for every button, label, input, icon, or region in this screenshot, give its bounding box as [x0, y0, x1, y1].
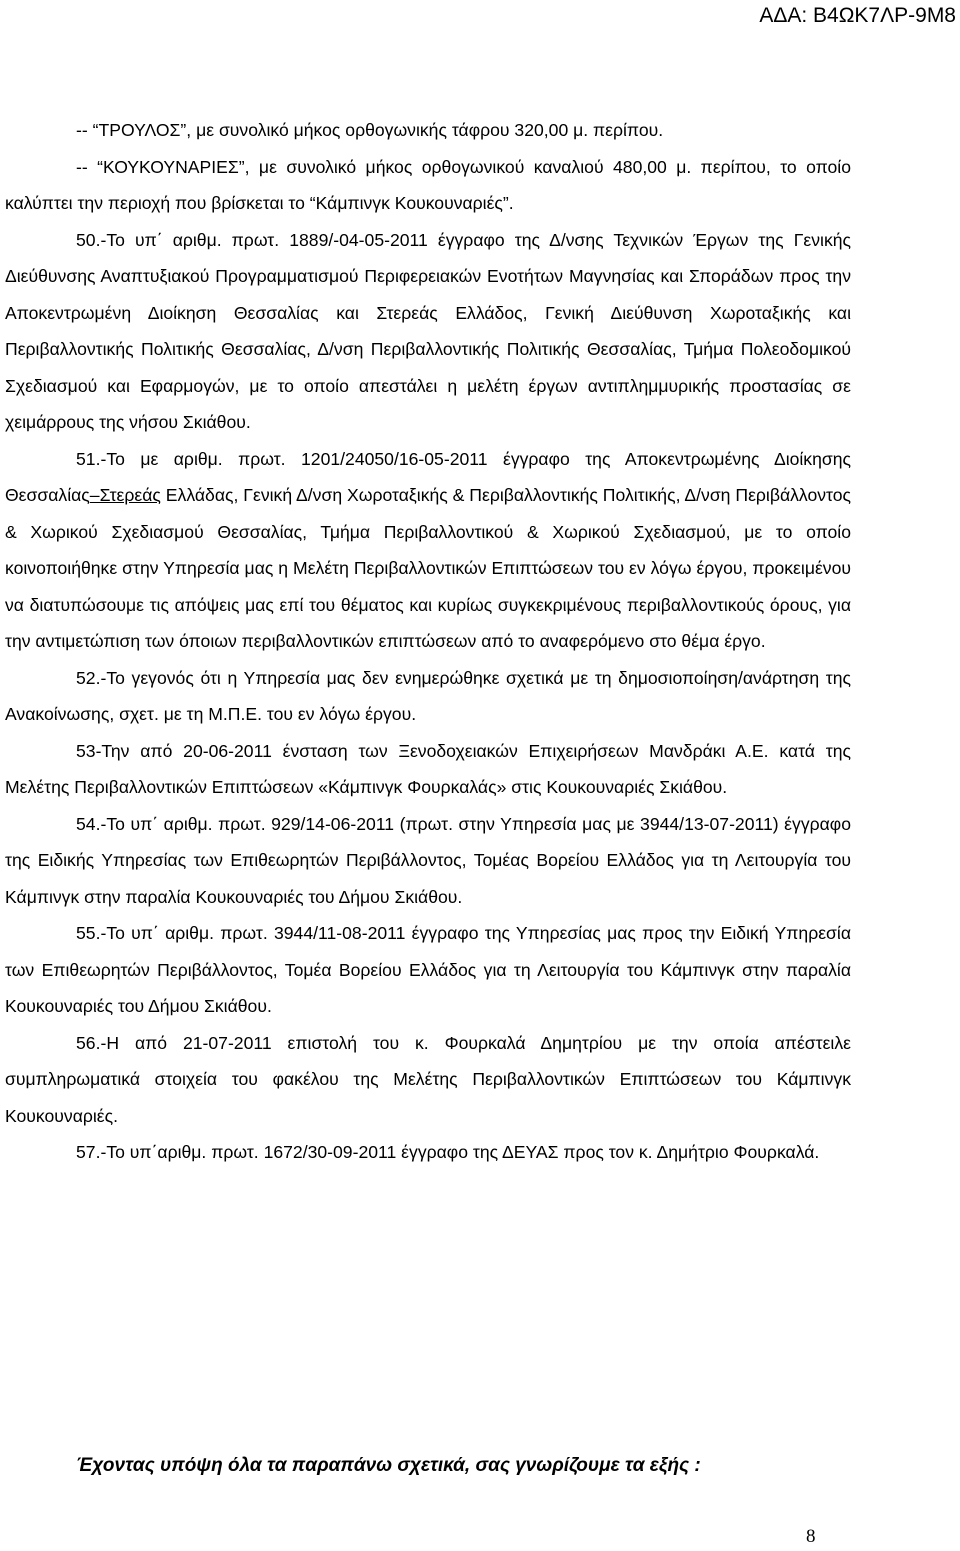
paragraph: -- “ΚΟΥΚΟΥΝΑΡΙΕΣ”, με συνολικό μήκος ορθογωνικού καναλιού 480,00 μ. περίπου, το οποίο καλύπτει την περιοχή που βρίσκεται το “Κάμπινγκ Κουκουναριές”. — [5, 156, 851, 213]
paragraph-text: Ελλάδας, Γενική Δ/νση Χωροταξικής & Περιβαλλοντικής Πολιτικής, Δ/νση Περιβάλλοντος & Χωρικού Σχεδιασμού Θεσσαλίας, Τμήμα Περιβαλλοντικού & Χωρικού Σχεδιασμού, με το οποίο κοινοποιήθηκε στην Υπηρεσία μας η Μελέτη Περιβαλλοντικών Επιπτώσεων του εν λόγω έργου, προκειμένου να διατυπώσουμε τις απόψεις μας επί του θέματος και κυρίως συγκεκριμένους περιβαλλοντικούς όρους, για την αντιμετώπιση των όποιων περιβαλλοντικών επιπτώσεων από το αναφερόμενο στο θέμα έργο. — [5, 485, 851, 651]
paragraph: 56.-Η από 21-07-2011 επιστολή του κ. Φουρκαλά Δημητρίου με την οποία απέστειλε συμπληρωματικά στοιχεία του φακέλου της Μελέτης Περιβαλλοντικών Επιπτώσεων του Κάμπινγκ Κουκουναριές. — [5, 1032, 851, 1126]
document-body — [5, 112, 851, 1171]
paragraph: 57.-Το υπ΄αριθμ. πρωτ. 1672/30-09-2011 έγγραφο της ΔΕΥΑΣ προς τον κ. Δημήτριο Φουρκαλά. — [76, 1142, 820, 1162]
paragraph: -- “ΤΡΟΥΛΟΣ”, με συνολικό μήκος ορθογωνικής τάφρου 320,00 μ. περίπου. — [76, 120, 664, 140]
paragraph: 53-Την από 20-06-2011 ένσταση των Ξενοδοχειακών Επιχειρήσεων Μανδράκι Α.Ε. κατά της Μελέτης Περιβαλλοντικών Επιπτώσεων «Κάμπινγκ Φουρκαλάς» στις Κουκουναριές Σκιάθου. — [5, 740, 851, 797]
ada-code: ΑΔΑ: Β4ΩΚ7ΛΡ-9Μ8 — [759, 4, 956, 27]
paragraph: 50.-Το υπ΄ αριθμ. πρωτ. 1889/-04-05-2011 έγγραφο της Δ/νσης Τεχνικών Έργων της Γενικής Διεύθυνσης Αναπτυξιακού Προγραμματισμού Περιφερειακών Ενοτήτων Μαγνησίας και Σποράδων προς την Αποκεντρωμένη Διοίκηση Θεσσαλίας και Στερεάς Ελλάδος, Γενική Διεύθυνση Χωροταξικής και Περιβαλλοντικής Πολιτικής Θεσσαλίας, Δ/νση Περιβαλλοντικής Πολιτικής Θεσσαλίας, Τμήμα Πολεοδομικού Σχεδιασμού και Εφαρμογών, με το οποίο απεστάλει η μελέτη έργων αντιπλημμυρικής προστασίας σε χειμάρρους της νήσου Σκιάθου. — [5, 229, 851, 432]
underlined-text: –Στερεάς — [89, 485, 161, 505]
paragraph: 54.-Το υπ΄ αριθμ. πρωτ. 929/14-06-2011 (πρωτ. στην Υπηρεσία μας με 3944/13-07-2011) έγγραφο της Ειδικής Υπηρεσίας των Επιθεωρητών Περιβάλλοντος, Τομέας Βορείου Ελλάδος για τη Λειτουργία του Κάμπινγκ στην παραλία Κουκουναριές του Δήμου Σκιάθου. — [5, 813, 851, 907]
paragraph-text: 51.-Το με αριθμ. πρωτ. 1201/24050/16-05-2011 έγγραφο της Αποκεντρωμένης Διοίκησης Θεσσαλίας — [5, 448, 851, 505]
paragraph-51 — [5, 441, 851, 660]
page-number: 8 — [806, 1526, 816, 1547]
paragraph: 52.-Το γεγονός ότι η Υπηρεσία μας δεν ενημερώθηκε σχετικά με τη δημοσιοποίηση/ανάρτηση της Ανακοίνωσης, σχετ. με τη Μ.Π.Ε. του εν λόγω έργου. — [5, 667, 851, 724]
conclusion-heading: Έχοντας υπόψη όλα τα παραπάνω σχετικά, σας γνωρίζουμε τα εξής : — [76, 1455, 701, 1476]
paragraph: 55.-Το υπ΄ αριθμ. πρωτ. 3944/11-08-2011 έγγραφο της Υπηρεσίας μας προς την Ειδική Υπηρεσία των Επιθεωρητών Περιβάλλοντος, Τομέα Βορείου Ελλάδος για τη Λειτουργία του Κάμπινγκ στην παραλία Κουκουναριές του Δήμου Σκιάθου. — [5, 923, 851, 1016]
